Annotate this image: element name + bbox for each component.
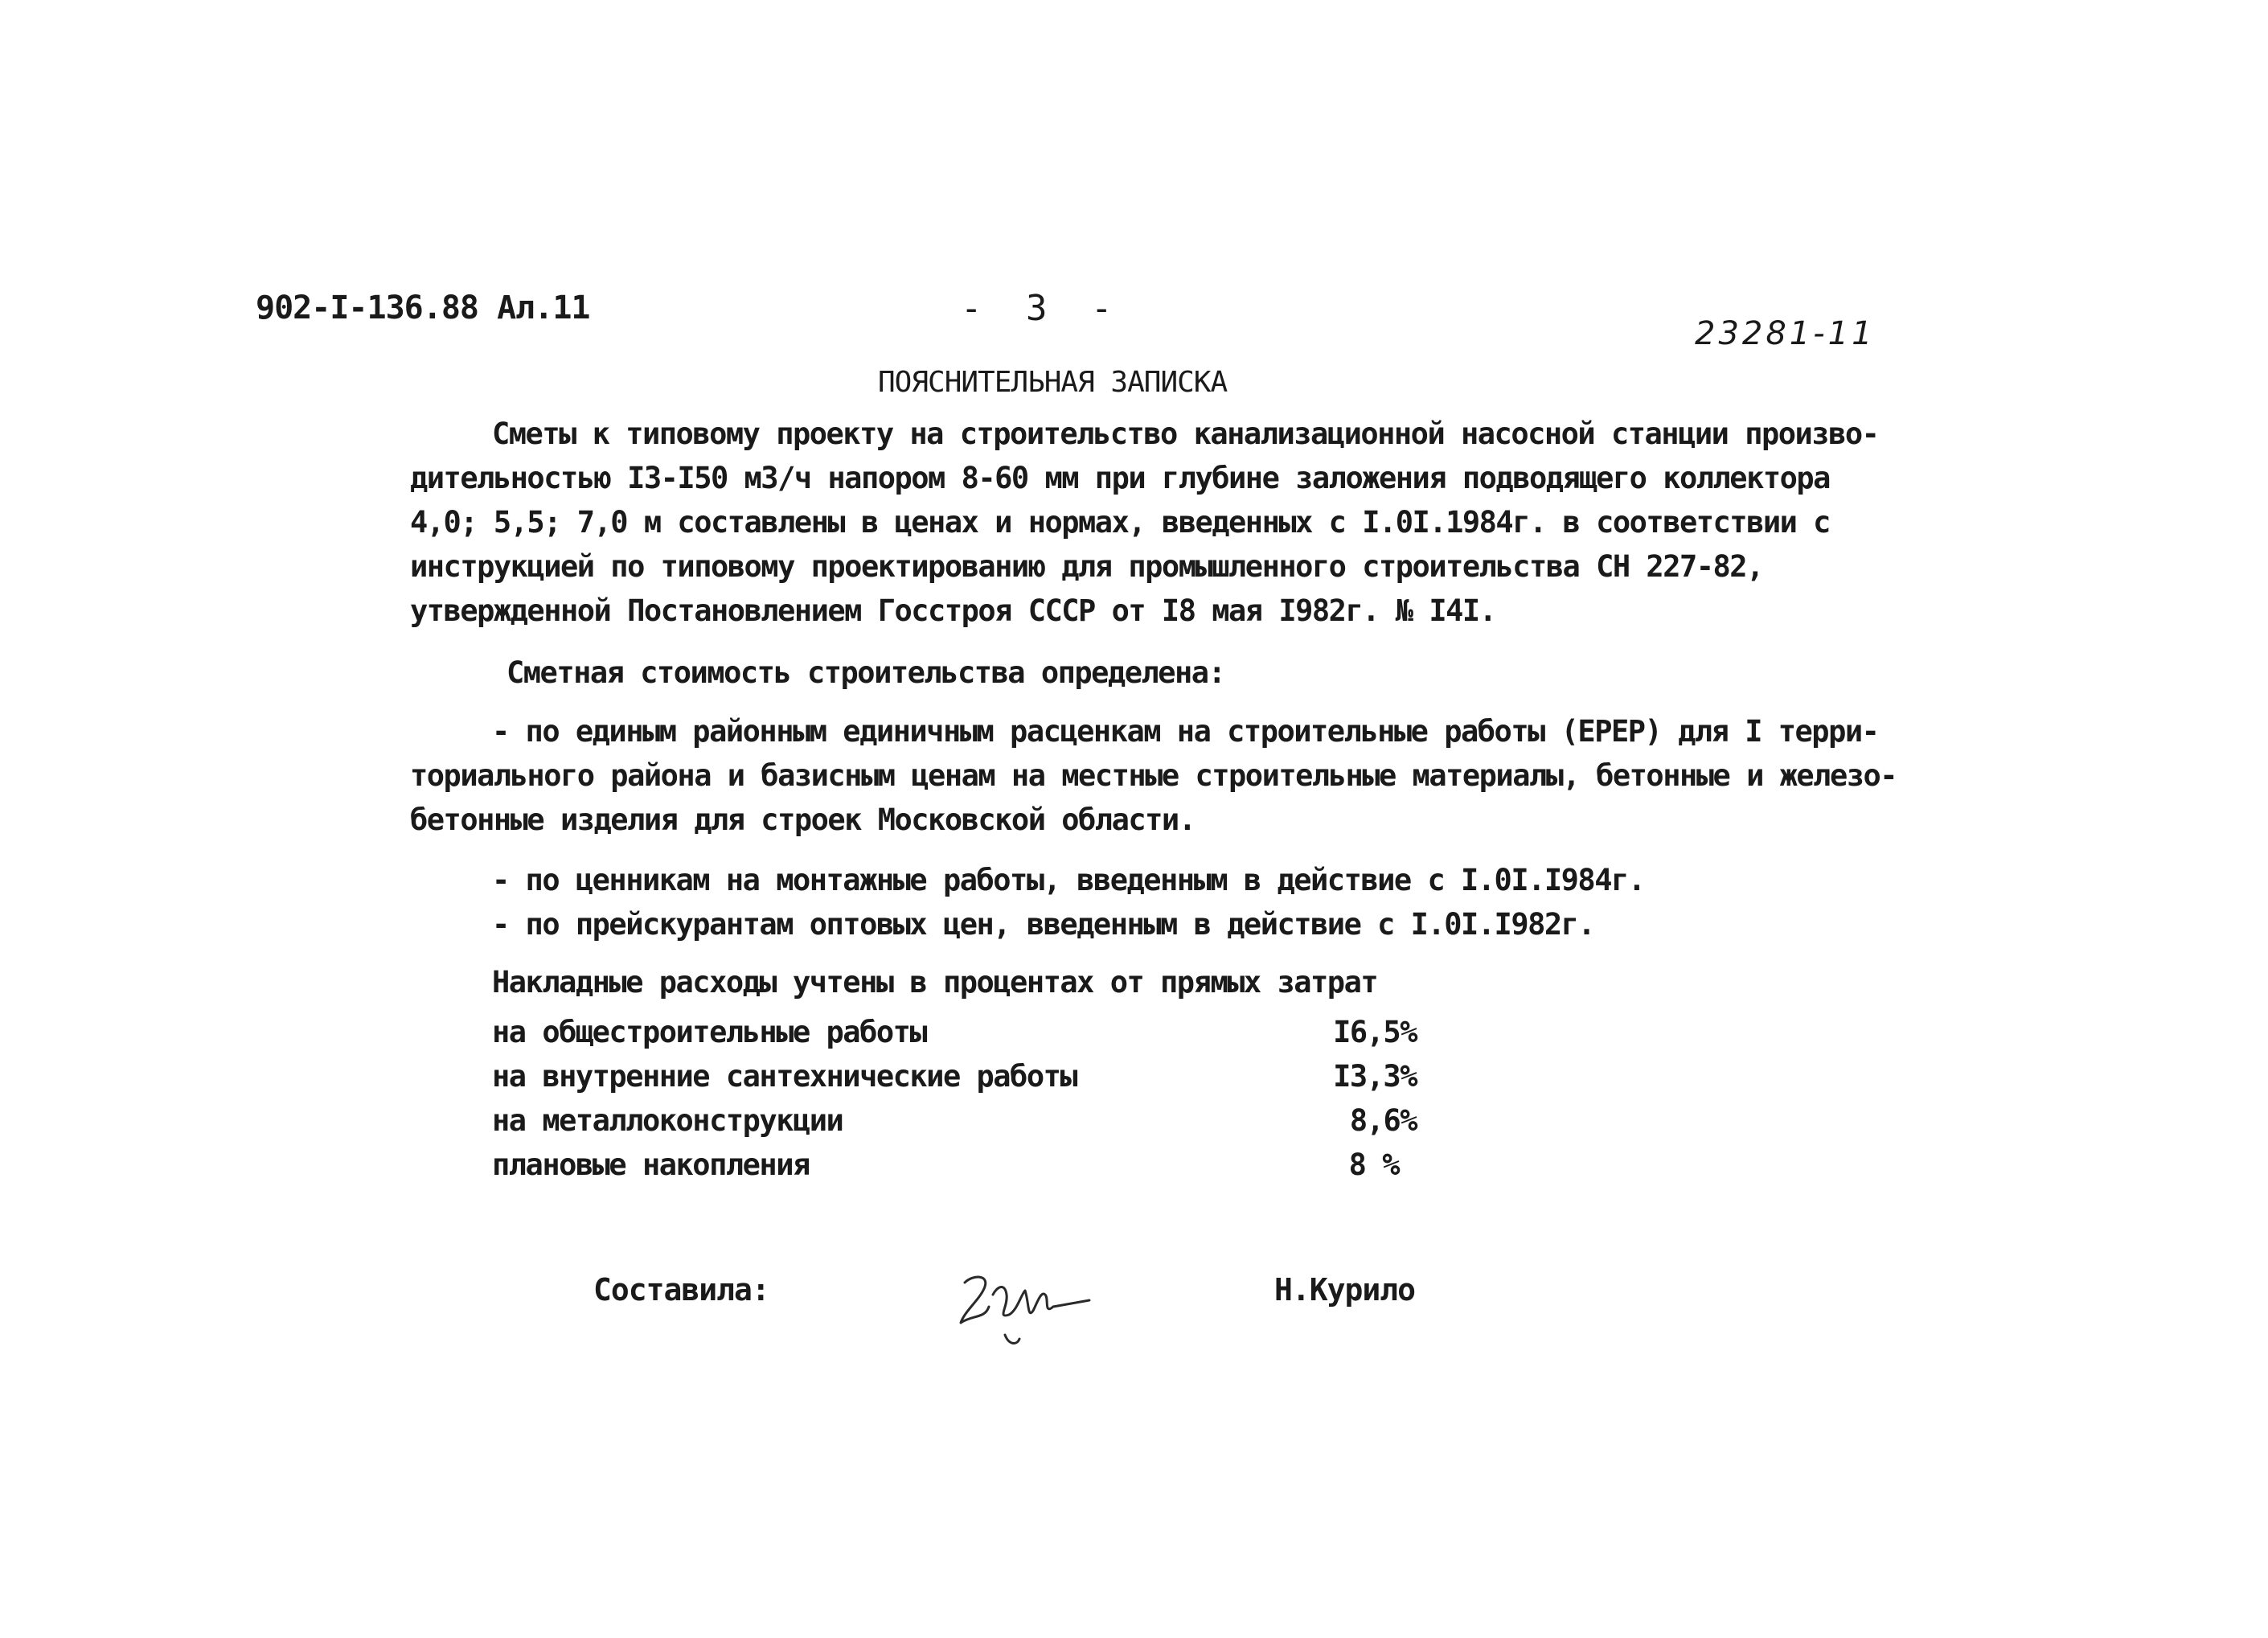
paragraph-1-line: Сметы к типовому проекту на строительство канализационной насосной станции произво- (492, 417, 1879, 451)
paragraph-1-line: инструкцией по типовому проектированию для промышленного строительства СН 227-82, (410, 549, 1763, 584)
overhead-row (492, 1103, 1417, 1147)
paragraph-1-line: утвержденной Постановлением Госстроя СССР от I8 мая I982г. № I4I. (410, 593, 1496, 628)
document-code: 902-I-136.88 Ал.11 (256, 289, 590, 326)
author-name: Н.Курило (1274, 1272, 1416, 1308)
overhead-table (492, 1015, 1417, 1192)
handwritten-signature (949, 1250, 1109, 1363)
overhead-value: I3,3% (1333, 1059, 1417, 1094)
overhead-row (492, 1015, 1417, 1059)
bullet-1-line: ториального района и базисным ценам на местные строительные материалы, бетонные и железо- (410, 758, 1897, 793)
overhead-row (492, 1059, 1417, 1103)
compiled-by-label: Составила: (593, 1272, 769, 1308)
paragraph-1-line: дительностью I3-I50 м3/ч напором 8-60 мм при глубине заложения подводящего коллектора (410, 461, 1830, 495)
page-title: ПОЯСНИТЕЛЬНАЯ ЗАПИСКА (878, 366, 1228, 399)
overhead-row (492, 1147, 1417, 1192)
bullet-2: - по ценникам на монтажные работы, введенным в действие с I.0I.I984г. (492, 863, 1645, 897)
bullet-3: - по прейскурантам оптовых цен, введенным в действие с I.0I.I982г. (492, 907, 1595, 942)
page-number: - 3 - (961, 288, 1124, 329)
paragraph-2: Сметная стоимость строительства определена: (507, 655, 1225, 690)
paragraph-1-line: 4,0; 5,5; 7,0 м составлены в ценах и нормах, введенных с I.0I.1984г. в соответствии с (410, 505, 1830, 540)
bullet-1-line: бетонные изделия для строек Московской области. (410, 803, 1196, 837)
overhead-label: на общестроительные работы (492, 1015, 927, 1049)
overhead-value: 8 % (1348, 1147, 1399, 1182)
overhead-label: на внутренние сантехнические работы (492, 1059, 1077, 1094)
inventory-number: 23281-11 (1695, 315, 1876, 352)
bullet-1-line: - по единым районным единичным расценкам на строительные работы (ЕРЕР) для I терри- (492, 714, 1879, 749)
overhead-label: плановые накопления (492, 1147, 810, 1182)
overhead-value: 8,6% (1349, 1103, 1417, 1138)
overhead-intro: Накладные расходы учтены в процентах от прямых затрат (492, 965, 1378, 1000)
overhead-label: на металлоконструкции (492, 1103, 843, 1138)
overhead-value: I6,5% (1333, 1015, 1417, 1049)
